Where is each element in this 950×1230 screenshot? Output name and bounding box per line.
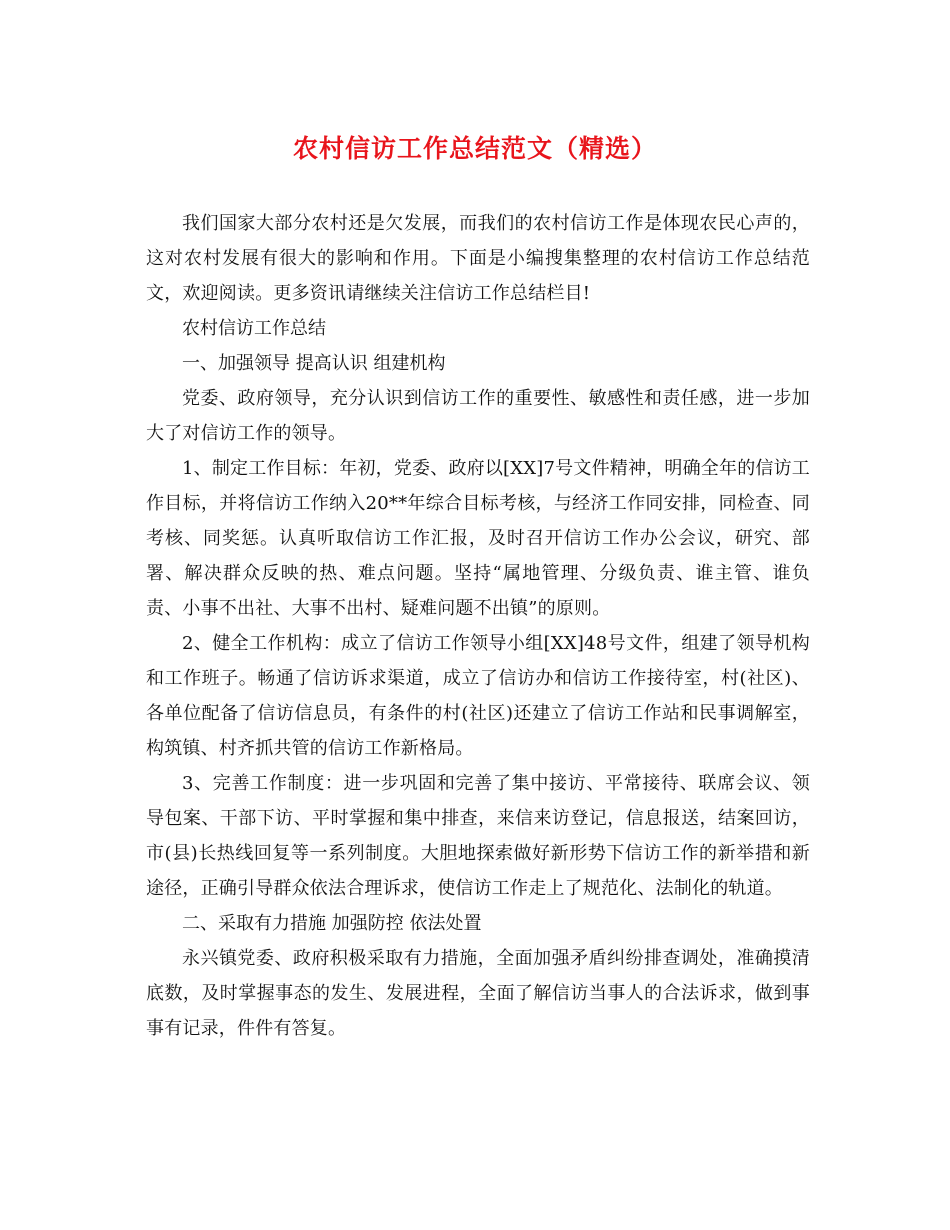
section-heading-1: 一、加强领导 提高认识 组建机构 <box>182 353 446 374</box>
section-heading-summary: 农村信访工作总结 <box>182 318 326 339</box>
body-paragraph: 3、完善工作制度：进一步巩固和完善了集中接访、平常接待、联席会议、领导包案、干部下访、平时掌握和集中排查，来信来访登记，信息报送，结案回访，市(县)长热线回复等一系列制度。大胆地探索做好新形势下信访工作的新举措和新途径，正确引导群众依法合理诉求，使信访工作走上了规范化、法制化的轨道。 <box>146 773 810 899</box>
document-body <box>146 206 810 1046</box>
document-title: 农村信访工作总结范文（精选） <box>292 134 657 163</box>
intro-paragraph: 我们国家大部分农村还是欠发展，而我们的农村信访工作是体现农民心声的，这对农村发展有很大的影响和作用。下面是小编搜集整理的农村信访工作总结范文，欢迎阅读。更多资讯请继续关注信访工作总结栏目! <box>146 213 810 304</box>
section-heading-2: 二、采取有力措施 加强防控 依法处置 <box>182 913 482 934</box>
body-paragraph: 党委、政府领导，充分认识到信访工作的重要性、敏感性和责任感，进一步加大了对信访工作的领导。 <box>146 388 810 444</box>
body-paragraph: 永兴镇党委、政府积极采取有力措施，全面加强矛盾纠纷排查调处，准确摸清底数，及时掌握事态的发生、发展进程，全面了解信访当事人的合法诉求，做到事事有记录，件件有答复。 <box>146 948 810 1039</box>
body-paragraph: 1、制定工作目标：年初，党委、政府以[XX]7号文件精神，明确全年的信访工作目标，并将信访工作纳入20**年综合目标考核，与经济工作同安排，同检查、同考核、同奖惩。认真听取信访工作汇报，及时召开信访工作办公会议，研究、部署、解决群众反映的热、难点问题。坚持“属地管理、分级负责、谁主管、谁负责、小事不出社、大事不出村、疑难问题不出镇”的原则。 <box>146 458 810 619</box>
body-paragraph: 2、健全工作机构：成立了信访工作领导小组[XX]48号文件，组建了领导机构和工作班子。畅通了信访诉求渠道，成立了信访办和信访工作接待室，村(社区)、各单位配备了信访信息员，有条件的村(社区)还建立了信访工作站和民事调解室，构筑镇、村齐抓共管的信访工作新格局。 <box>146 633 810 759</box>
